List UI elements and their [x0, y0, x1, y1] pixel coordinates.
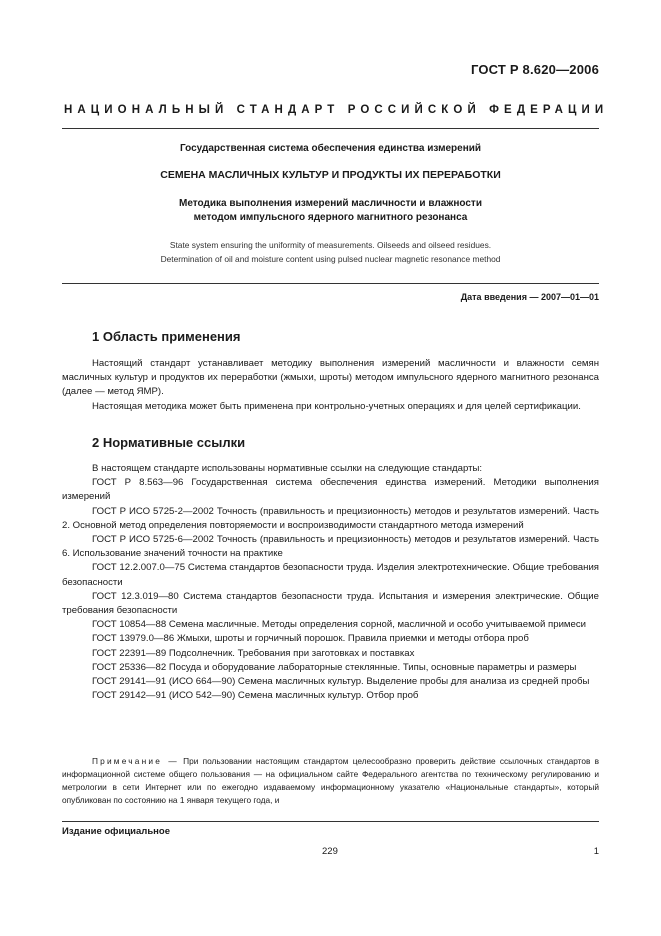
note — [62, 755, 599, 807]
reference-item: ГОСТ 10854—88 Семена масличные. Методы определения сорной, масличной и особо учитываемой примеси — [92, 619, 587, 631]
reference-item: ГОСТ Р 8.563—96 Государственная система обеспечения единства измерений. Методики выполнения измерений — [62, 477, 599, 503]
method-title — [62, 197, 599, 225]
divider-top — [62, 128, 599, 129]
reference-item: ГОСТ 29141—91 (ИСО 664—90) Семена масличных культур. Выделение пробы для анализа из средней пробы — [92, 676, 590, 688]
english-title-line2: Determination of oil and moisture content using pulsed nuclear magnetic resonance method — [160, 253, 501, 264]
page-number-center: 229 — [322, 846, 338, 857]
method-title-line2: методом импульсного ядерного магнитного резонанса — [193, 212, 468, 223]
section-1-heading: 1 Область применения — [92, 329, 241, 344]
introduction-date: Дата введения — 2007—01—01 — [460, 292, 599, 302]
reference-item: ГОСТ 25336—82 Посуда и оборудование лабораторные стеклянные. Типы, основные параметры и размеры — [92, 661, 577, 673]
english-title-line1: State system ensuring the uniformity of measurements. Oilseeds and oilseed residues. — [169, 240, 492, 250]
reference-item: ГОСТ Р ИСО 5725-2—2002 Точность (правильность и прецизионность) методов и результатов измерений. Часть 2. Основной метод определения повторяемости и воспроизводимости стандартного метода измерений — [62, 505, 599, 531]
note-text: При пользовании настоящим стандартом целесообразно проверить действие ссылочных стандартов в информационной системе общего пользования — на официальном сайте Федерального агентства по техническому регулированию и метрологии в сети Интернет или по ежегодно издаваемому информационному указателю «Национальные стандарты», который опубликован по состоянию на 1 января текущего года, и — [62, 756, 599, 805]
note-label: Примечание — — [92, 756, 179, 766]
paragraph: Настоящий стандарт устанавливает методику выполнения измерений масличности и влажности семян масличных культур и продуктов их переработки (жмыхи, шроты) методом импульсного ядерного магнитного резонанса (далее — метод ЯМР). — [62, 358, 599, 398]
page-number-right: 1 — [593, 846, 599, 857]
system-title: Государственная система обеспечения единства измерений — [179, 143, 482, 154]
section-2-body — [62, 462, 599, 703]
method-title-line1: Методика выполнения измерений масличности и влажности — [179, 198, 482, 209]
divider-middle — [62, 283, 599, 284]
reference-item: ГОСТ 22391—89 Подсолнечник. Требования при заготовках и поставках — [92, 647, 415, 659]
section-2-heading: 2 Нормативные ссылки — [92, 435, 246, 450]
reference-item: ГОСТ 12.2.007.0—75 Система стандартов безопасности труда. Изделия электротехнические. Общие требования безопасности — [62, 562, 599, 588]
english-title — [62, 239, 599, 266]
section-1-body — [62, 357, 599, 414]
paragraph: Настоящая методика может быть применена при контрольно-учетных операциях и для целей сертификации. — [92, 400, 581, 412]
reference-item: ГОСТ 13979.0—86 Жмыхи, шроты и горчичный порошок. Правила приемки и методы отбора проб — [92, 633, 529, 645]
official-edition-label: Издание официальное — [62, 826, 170, 837]
reference-item: ГОСТ 29142—91 (ИСО 542—90) Семена масличных культур. Отбор проб — [92, 690, 419, 702]
reference-item: ГОСТ 12.3.019—80 Система стандартов безопасности труда. Испытания и измерения электрические. Общие требования безопасности — [62, 590, 599, 617]
gost-code: ГОСТ Р 8.620—2006 — [470, 62, 599, 77]
reference-item: ГОСТ Р ИСО 5725-6—2002 Точность (правильность и прецизионность) методов и результатов измерений. Часть 6. Использование значений точности на практике — [62, 534, 599, 560]
paragraph: В настоящем стандарте использованы нормативные ссылки на следующие стандарты: — [92, 463, 483, 474]
national-standard-banner: НАЦИОНАЛЬНЫЙ СТАНДАРТ РОССИЙСКОЙ ФЕДЕРАЦИИ — [64, 104, 609, 116]
divider-bottom — [62, 821, 599, 822]
main-title: СЕМЕНА МАСЛИЧНЫХ КУЛЬТУР И ПРОДУКТЫ ИХ ПЕРЕРАБОТКИ — [160, 169, 501, 181]
